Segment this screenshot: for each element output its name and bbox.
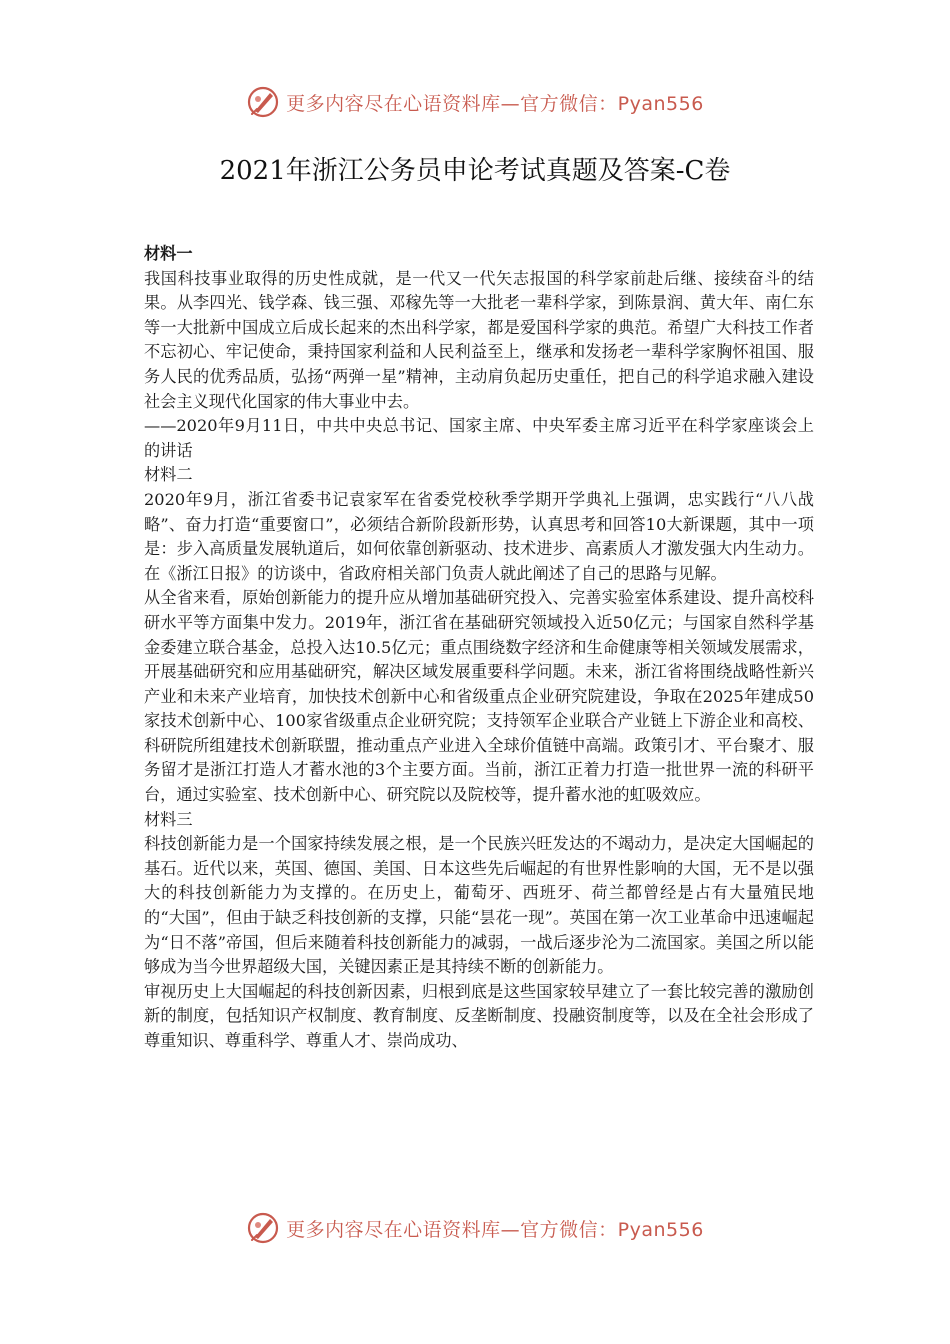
document-title: 2021年浙江公务员申论考试真题及答案-C卷 xyxy=(219,156,731,186)
paragraph: ——2020年9月11日，中共中央总书记、国家主席、中央军委主席习近平在科学家座谈会上的讲话 xyxy=(144,416,814,460)
header-banner-text: 更多内容尽在心语资料库—官方微信：Pyan556 xyxy=(286,92,704,115)
footer-banner-text: 更多内容尽在心语资料库—官方微信：Pyan556 xyxy=(286,1218,704,1241)
paragraph: 我国科技事业取得的历史性成就，是一代又一代矢志报国的科学家前赴后继、接续奋斗的结果。从李四光、钱学森、钱三强、邓稼先等一大批老一辈科学家，到陈景润、黄大年、南仁东等一大批新中国成立后成长起来的杰出科学家，都是爱国科学家的典范。希望广大科技工作者不忘初心、牢记使命，秉持国家利益和人民利益至上，继承和发扬老一辈科学家胸怀祖国、服务人民的优秀品质，弘扬“两弹一星”精神，主动肩负起历史重任，把自己的科学追求融入建设社会主义现代化国家的伟大事业中去。 xyxy=(144,268,814,411)
paragraph: 科技创新能力是一个国家持续发展之根，是一个民族兴旺发达的不竭动力，是决定大国崛起的基石。近代以来，英国、德国、美国、日本这些先后崛起的有世界性影响的大国，无不是以强大的科技创新能力为支撑的。在历史上，葡萄牙、西班牙、荷兰都曾经是占有大量殖民地的“大国”，但由于缺乏科技创新的支撑，只能“昙花一现”。英国在第一次工业革命中迅速崛起为“日不落”帝国，但后来随着科技创新能力的减弱，一战后逐步沦为二流国家。美国之所以能够成为当今世界超级大国，关键因素正是其持续不断的创新能力。 xyxy=(144,834,814,977)
section-heading: 材料一 xyxy=(144,244,193,263)
quill-pen-logo-icon xyxy=(246,85,280,119)
paragraph: 材料二 xyxy=(144,465,193,485)
paragraph: 审视历史上大国崛起的科技创新因素，归根到底是这些国家较早建立了一套比较完善的激励创新的制度，包括知识产权制度、教育制度、反垄断制度、投融资制度等，以及在全社会形成了尊重知识、尊重科学、尊重人才、崇尚成功、 xyxy=(144,981,814,1050)
paragraph: 2020年9月，浙江省委书记袁家军在省委党校秋季学期开学典礼上强调，忠实践行“八八战略”、奋力打造“重要窗口”，必须结合新阶段新形势，认真思考和回答10大新课题，其中一项是：步入高质量发展轨道后，如何依靠创新驱动、技术进步、高素质人才激发强大内生动力。在《浙江日报》的访谈中，省政府相关部门负责人就此阐述了自己的思路与见解。 xyxy=(144,489,814,583)
quill-pen-logo-icon xyxy=(246,1211,280,1245)
footer-banner xyxy=(0,1208,950,1248)
header-banner xyxy=(0,82,950,122)
document-body xyxy=(144,242,814,1054)
paragraph: 从全省来看，原始创新能力的提升应从增加基础研究投入、完善实验室体系建设、提升高校科研水平等方面集中发力。2019年，浙江省在基础研究领域投入近50亿元；与国家自然科学基金委建立联合基金，总投入达10.5亿元；重点围绕数字经济和生命健康等相关领域发展需求，开展基础研究和应用基础研究，解决区域发展重要科学问题。未来，浙江省将围绕战略性新兴产业和未来产业培育，加快技术创新中心和省级重点企业研究院建设，争取在2025年建成50家技术创新中心、100家省级重点企业研究院；支持领军企业联合产业链上下游企业和高校、科研院所组建技术创新联盟，推动重点产业进入全球价值链中高端。政策引才、平台聚才、服务留才是浙江打造人才蓄水池的3个主要方面。当前，浙江正着力打造一批世界一流的科研平台，通过实验室、技术创新中心、研究院以及院校等，提升蓄水池的虹吸效应。 xyxy=(144,588,814,805)
paragraph: 材料三 xyxy=(144,809,193,829)
